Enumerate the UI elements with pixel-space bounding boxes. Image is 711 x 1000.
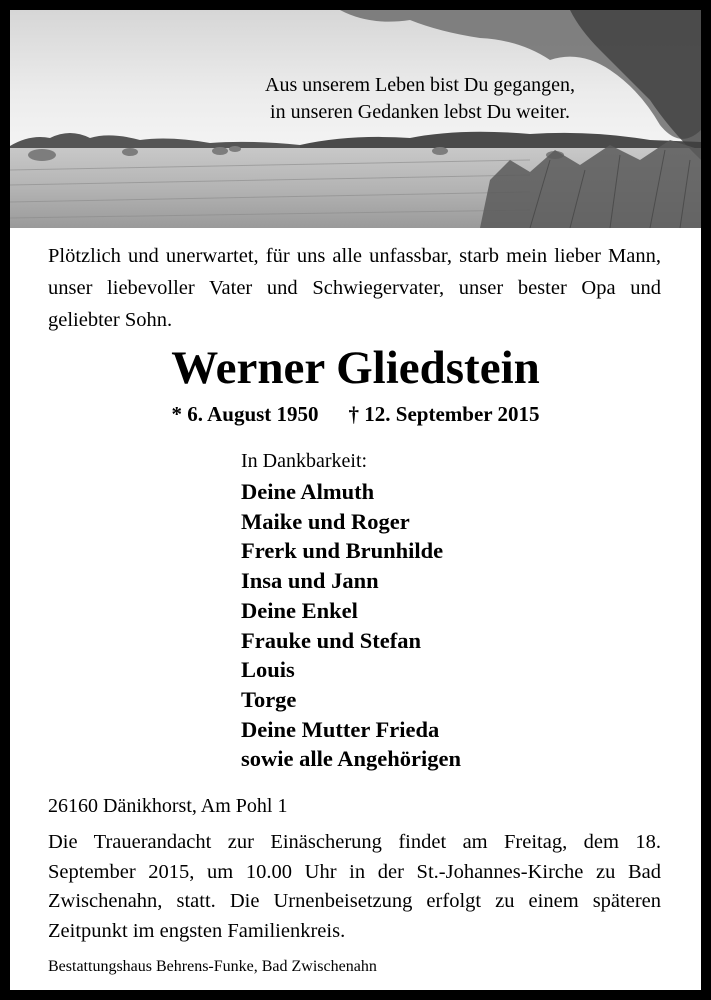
mourner-item: sowie alle Angehörigen (241, 746, 461, 772)
birth-date: * 6. August 1950 (171, 402, 319, 426)
mourners-list (241, 477, 461, 774)
mourner-item: Deine Mutter Frieda (241, 716, 440, 742)
mourner-item: Frauke und Stefan (241, 627, 422, 653)
mourner-item: Frerk und Brunhilde (241, 538, 444, 564)
verse-line-1: Aus unserem Leben bist Du gegangen, (265, 74, 575, 96)
undertaker-credit: Bestattungshaus Behrens-Funke, Bad Zwischenahn (48, 958, 377, 975)
thanks-label: In Dankbarkeit: (241, 450, 368, 472)
deceased-name: Werner Gliedstein (171, 342, 540, 394)
field-landscape-photo (10, 10, 701, 228)
mourner-item: Torge (241, 686, 297, 712)
death-date: † 12. September 2015 (348, 402, 540, 426)
mourner-item: Maike und Roger (241, 508, 410, 534)
service-announcement: Die Trauerandacht zur Einäscherung findet am Freitag, dem 18. September 2015, um 10.00 Uhr in der St.-Johannes-Kirche zu Bad Zwischenahn, statt. Die Urnenbeisetzung erfolgt zu einem späteren Zeitpunkt im engsten Familienkreis. (48, 831, 661, 942)
mourner-item: Insa und Jann (241, 568, 379, 594)
intro-text: Plötzlich und unerwartet, für uns alle unfassbar, starb mein lieber Mann, unser liebevoller Vater und Schwiegervater, unser bester Opa und geliebter Sohn. (48, 245, 661, 331)
memorial-verse (220, 72, 620, 126)
life-dates (10, 400, 701, 428)
mourner-item: Louis (241, 657, 295, 683)
verse-line-2: in unseren Gedanken lebst Du weiter. (270, 101, 570, 123)
mourner-item: Deine Almuth (241, 479, 375, 504)
mourner-item: Deine Enkel (241, 597, 358, 623)
family-address: 26160 Dänikhorst, Am Pohl 1 (48, 795, 288, 817)
